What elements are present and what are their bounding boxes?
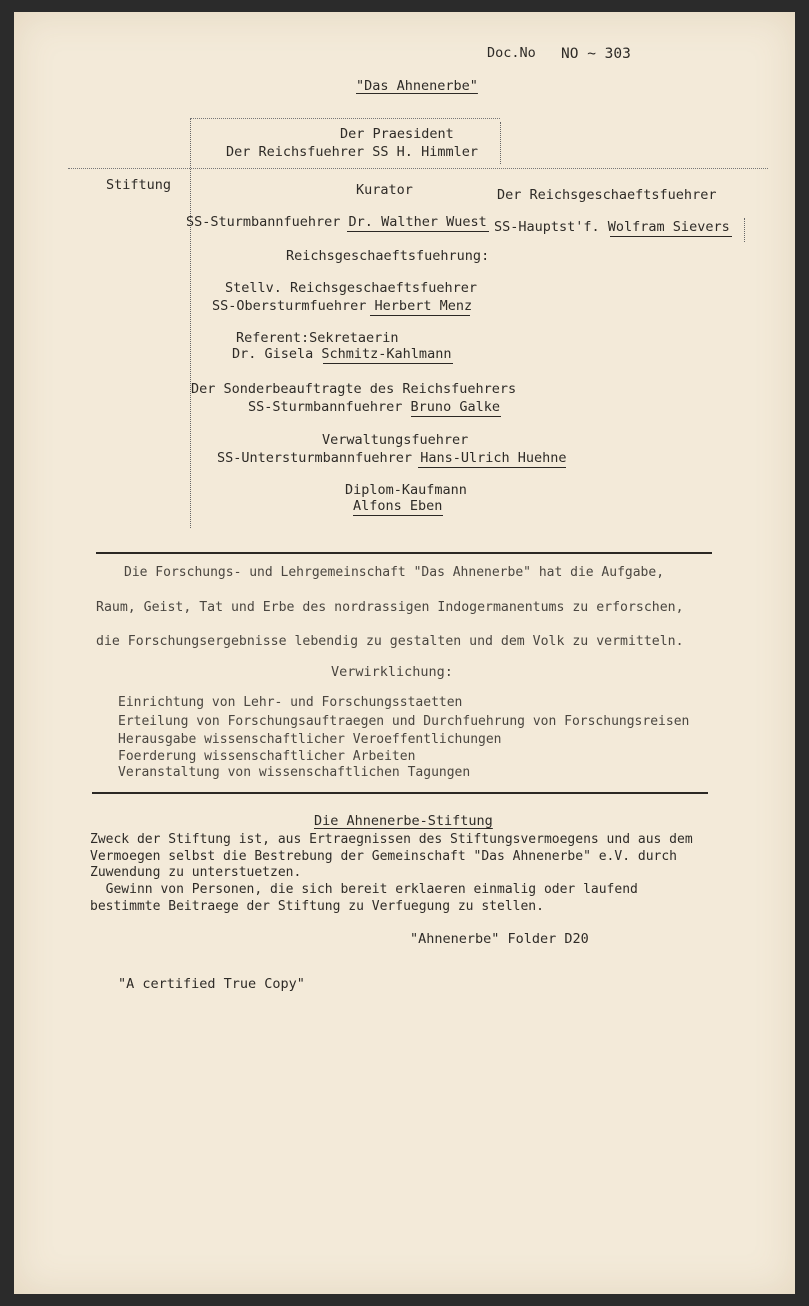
kurator-title: Kurator <box>356 182 413 198</box>
underline <box>323 363 453 364</box>
mission-item: Foerderung wissenschaftlicher Arbeiten <box>118 749 416 764</box>
underline <box>610 236 732 237</box>
mission-item: Erteilung von Forschungsauftraegen und Durchfuehrung von Forschungsreisen <box>118 714 690 729</box>
foundation-heading: Die Ahnenerbe-Stiftung <box>314 813 493 829</box>
mission-line-2: Raum, Geist, Tat und Erbe des nordrassigen Indogermanentums zu erforschen, <box>96 600 684 615</box>
chart-line-right <box>500 122 501 164</box>
mission-item: Veranstaltung von wissenschaftlichen Tagungen <box>118 765 471 780</box>
foundation-line: Zweck der Stiftung ist, aus Ertraegnissen des Stiftungsvermoegens und aus dem <box>90 832 693 847</box>
chart-line-horizontal <box>68 168 768 169</box>
doc-label: Doc.No <box>487 45 536 61</box>
underline <box>418 467 566 468</box>
section-divider <box>92 792 708 794</box>
special-name: SS-Sturmbannfuehrer Bruno Galke <box>248 399 500 415</box>
gf-name: SS-Hauptst'f. Wolfram Sievers <box>494 219 730 235</box>
document-page <box>14 12 795 1294</box>
president-name: Der Reichsfuehrer SS H. Himmler <box>226 144 478 160</box>
org-title: "Das Ahnenerbe" <box>356 78 478 94</box>
office-heading: Reichsgeschaeftsfuehrung: <box>286 248 490 264</box>
econ-name: Alfons Eben <box>353 498 443 514</box>
stiftung-label: Stiftung <box>106 177 172 193</box>
econ-title: Diplom-Kaufmann <box>345 482 467 498</box>
mission-item: Herausgabe wissenschaftlicher Veroeffentlichungen <box>118 732 502 747</box>
underline <box>370 315 470 316</box>
foundation-line: bestimmte Beitraege der Stiftung zu Verfuegung zu stellen. <box>90 899 544 914</box>
admin-name: SS-Untersturmbannfuehrer Hans-Ulrich Huehne <box>217 450 567 466</box>
special-title: Der Sonderbeauftragte des Reichsfuehrers <box>191 381 517 397</box>
underline <box>353 515 443 516</box>
kurator-name: SS-Sturmbannfuehrer Dr. Walther Wuest <box>186 214 487 230</box>
foundation-line: Gewinn von Personen, die sich bereit erklaeren einmalig oder laufend <box>90 882 638 897</box>
mission-item: Einrichtung von Lehr- und Forschungsstaetten <box>118 695 463 710</box>
mission-heading: Verwirklichung: <box>331 664 453 680</box>
deputy-name: SS-Obersturmfuehrer Herbert Menz <box>212 298 473 314</box>
mission-line-1: Die Forschungs- und Lehrgemeinschaft "Das Ahnenerbe" hat die Aufgabe, <box>124 565 665 580</box>
admin-title: Verwaltungsfuehrer <box>322 432 469 448</box>
gf-title: Der Reichsgeschaeftsfuehrer <box>497 187 717 203</box>
certification-note: "A certified True Copy" <box>118 976 305 992</box>
chart-line-left <box>190 118 191 528</box>
folder-reference: "Ahnenerbe" Folder D20 <box>410 931 589 947</box>
deputy-title: Stellv. Reichsgeschaeftsfuehrer <box>225 280 477 296</box>
president-title: Der Praesident <box>340 126 454 142</box>
chart-line-top <box>190 118 500 119</box>
foundation-line: Vermoegen selbst die Bestrebung der Gemeinschaft "Das Ahnenerbe" e.V. durch <box>90 849 677 864</box>
foundation-line: Zuwendung zu unterstuetzen. <box>90 865 302 880</box>
mission-line-3: die Forschungsergebnisse lebendig zu gestalten und dem Volk zu vermitteln. <box>96 634 684 649</box>
doc-number: NO ~ 303 <box>561 46 631 62</box>
section-divider <box>96 552 712 554</box>
underline <box>347 231 489 232</box>
chart-line-gf <box>744 218 745 242</box>
referent-title: Referent:Sekretaerin <box>236 330 399 346</box>
referent-name: Dr. Gisela Schmitz-Kahlmann <box>232 346 452 362</box>
underline <box>411 416 501 417</box>
